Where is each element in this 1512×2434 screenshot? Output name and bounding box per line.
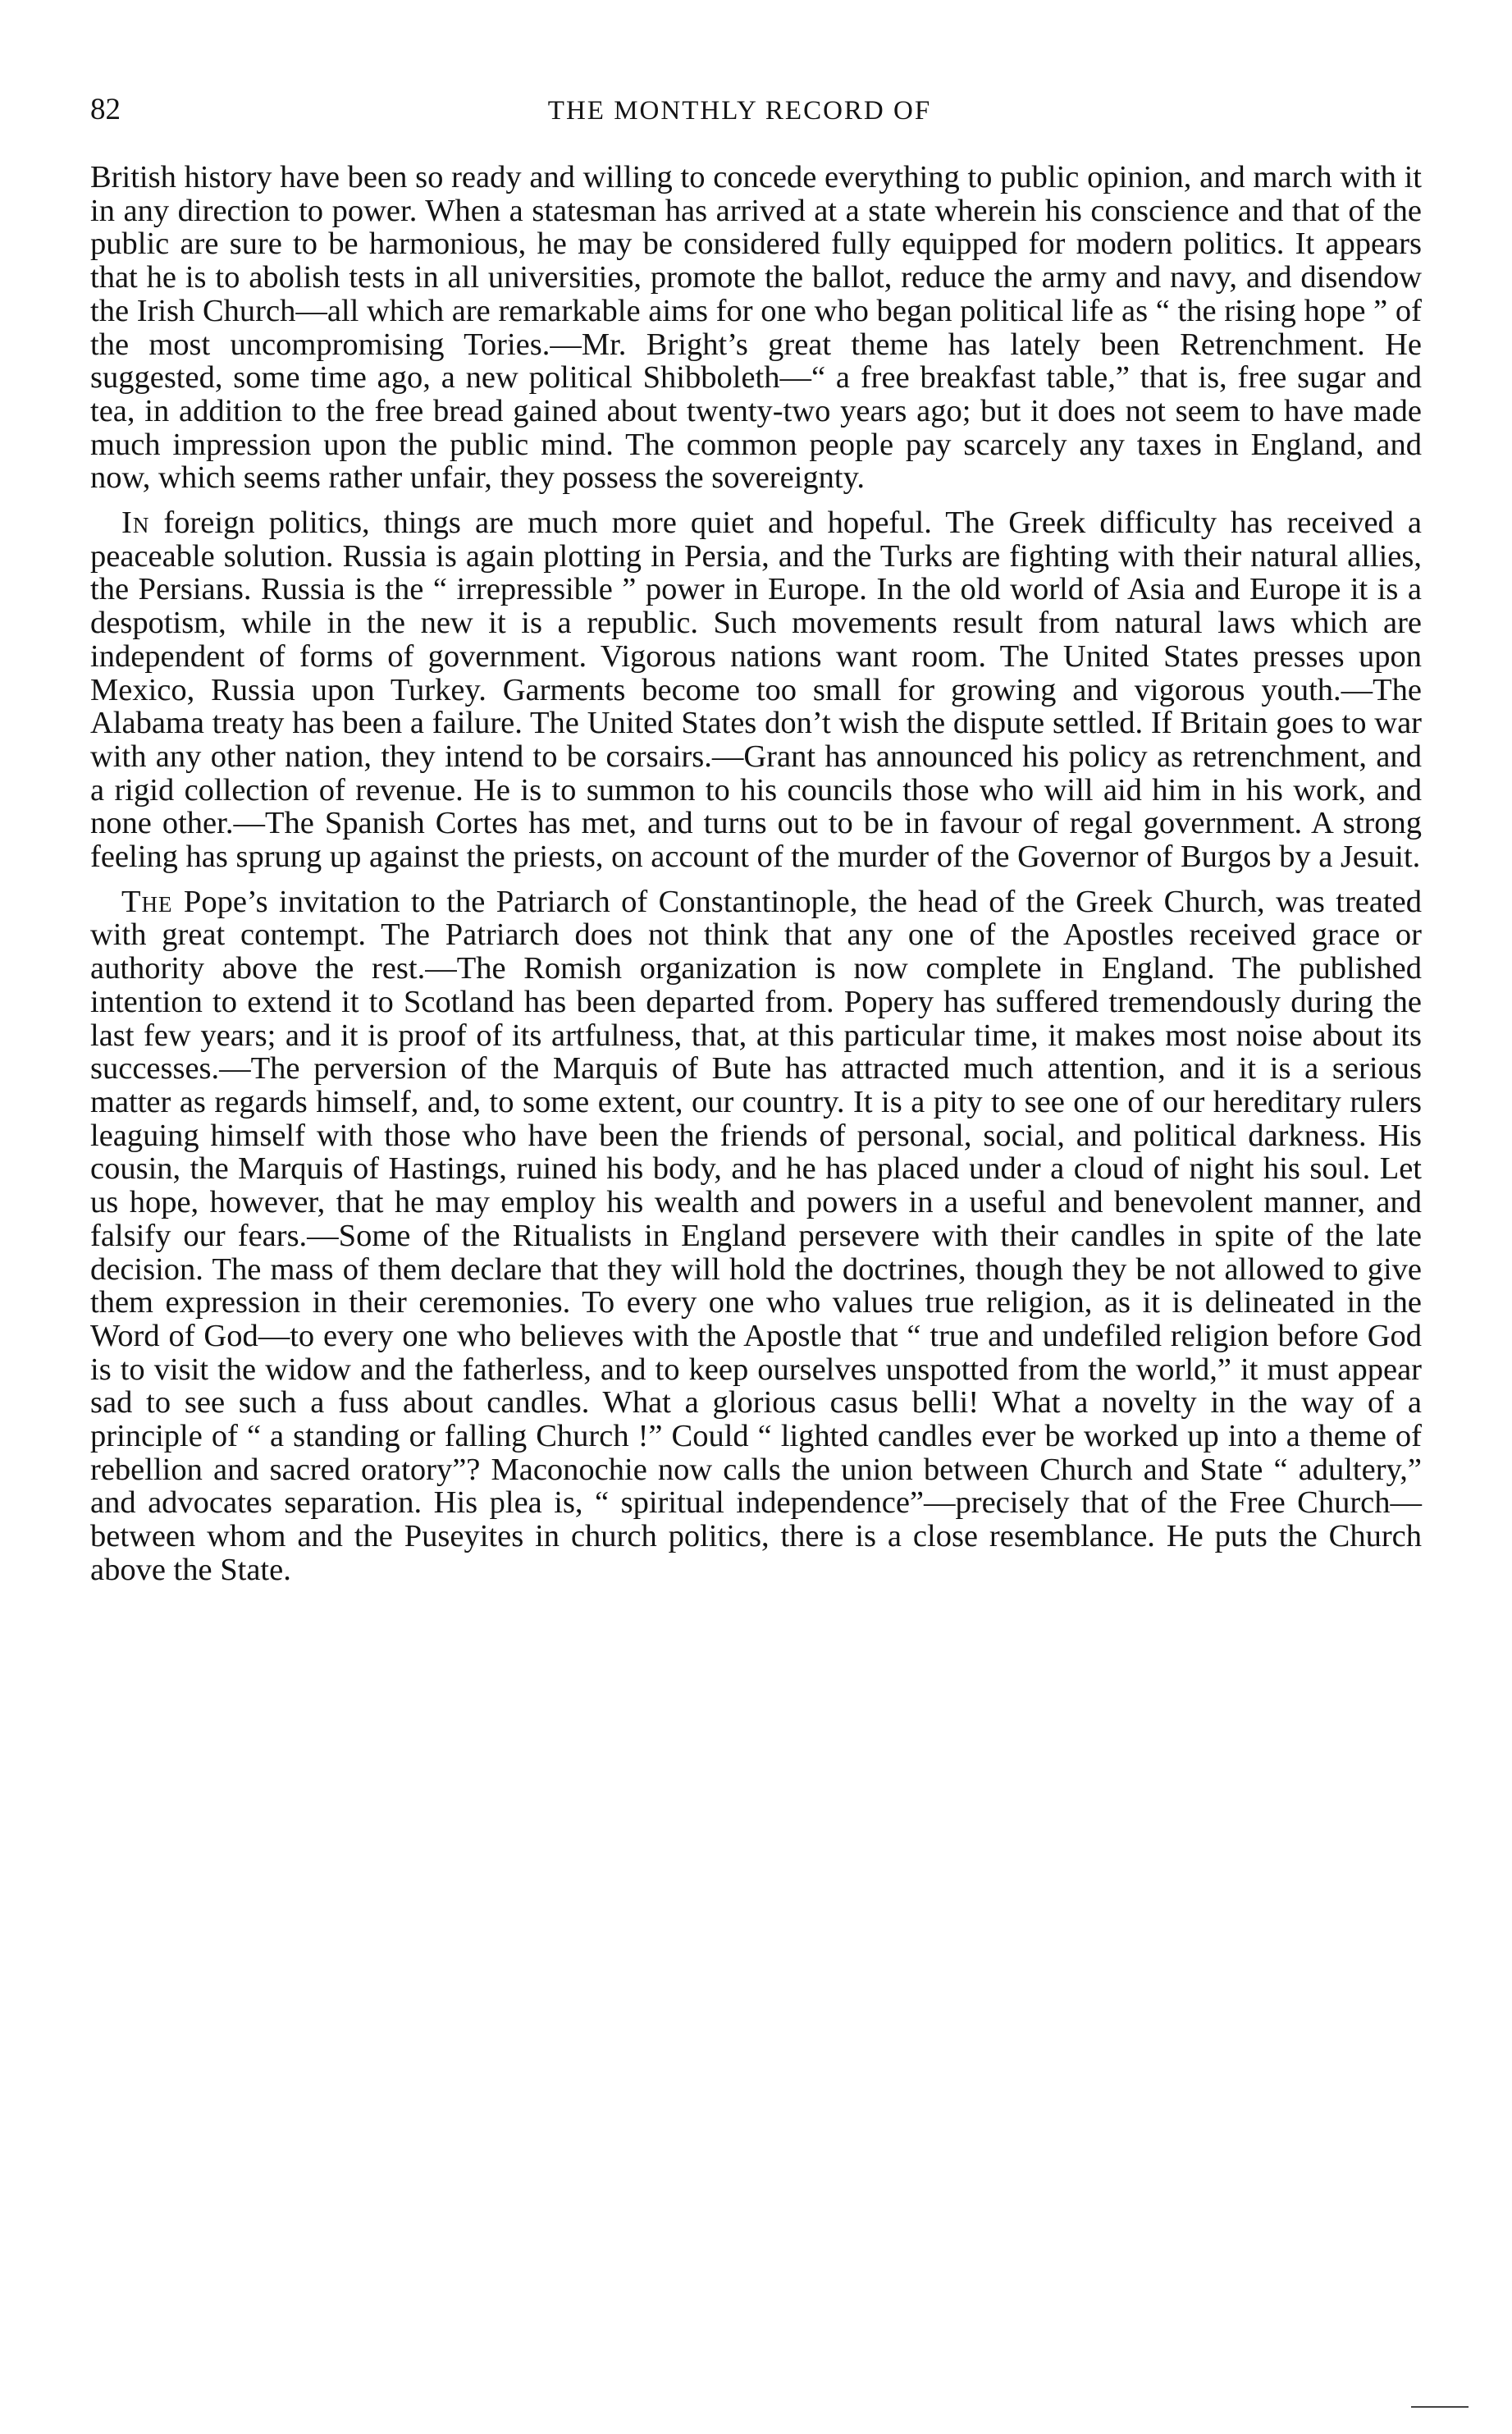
paragraph-text: British history have been so ready and willing to concede everything to public opinion, and march with it in any direction to power. When a statesman has arrived at a state wherein his conscience and that of the public are sure to be harmonious, he may be considered fully equipped for modern politics. It appears that he is to abolish tests in all universities, promote the ballot, reduce the army and navy, and disendow the Irish Church—all which are remarkable aims for one who began political life as “ the rising hope ” of the most uncompromising Tories.—Mr. Bright’s great theme has lately been Retrenchment. He suggested, some time ago, a new political Shibboleth—“ a free breakfast table,” that is, free sugar and tea, in addition to the free bread gained about twenty-two years ago; but it does not seem to have made much impression upon the public mind. The common people pay scarcely any taxes in England, and now, which seems rather unfair, they possess the sovereignty. (90, 160, 1422, 496)
article-body (90, 161, 1422, 1587)
page-number: 82 (90, 93, 121, 126)
footer-rule (1411, 2406, 1469, 2408)
page-header (90, 92, 1422, 133)
paragraph (90, 506, 1422, 874)
running-head: THE MONTHLY RECORD OF (547, 96, 932, 126)
paragraph-text: Pope’s invitation to the Patriarch of Constantinople, the head of the Greek Church, was treated with great contempt. The Patriarch does not think that any one of the Apostles received grace or authority above the rest.—The Romish organization is now complete in England. The published intention to extend it to Scotland has been departed from. Popery has suffered tremendously during the last few years; and it is proof of its artfulness, that, at this particular time, it makes most noise about its successes.—The perversion of the Marquis of Bute has attracted much attention, and it is a serious matter as regards himself, and, to some extent, our country. It is a pity to see one of our hereditary rulers leaguing himself with those who have been the friends of personal, social, and political darkness. His cousin, the Marquis of Hastings, ruined his body, and he has placed under a cloud of night his soul. Let us hope, however, that he may employ his wealth and powers in a useful and benevolent manner, and falsify our fears.—Some of the Ritualists in England persevere with their candles in spite of the late decision. The mass of them declare that they will hold the doctrines, though they be not allowed to give them expression in their ceremonies. To every one who values true religion, as it is delineated in the Word of God—to every one who believes with the Apostle that “ true and undefiled religion before God is to visit the widow and the fatherless, and to keep ourselves unspotted from the world,” it must appear sad to see such a fuss about candles. What a glorious casus belli! What a novelty in the way of a principle of “ a standing or falling Church !” Could “ lighted candles ever be worked up into a theme of rebellion and sacred oratory”? Maconochie now calls the union between Church and State “ adultery,” and advocates separation. His plea is, “ spiritual independence”—precisely that of the Free Church—between whom and the Puseyites in church politics, there is a close resemblance. He puts the Church above the State. (90, 884, 1422, 1587)
paragraph (90, 161, 1422, 495)
paragraph-lead: In (121, 506, 150, 541)
paragraph-text: foreign politics, things are much more quiet and hopeful. The Greek difficulty has received a peaceable solution. Russia is again plotting in Persia, and the Turks are fighting with their natural allies, the Persians. Russia is the “ irrepressible ” power in Europe. In the old world of Asia and Europe it is a despotism, while in the new it is a republic. Such movements result from natural laws which are independent of forms of government. Vigorous nations want room. The United States presses upon Mexico, Russia upon Turkey. Garments become too small for growing and vigorous youth.—The Alabama treaty has been a failure. The United States don’t wish the dispute settled. If Britain goes to war with any other nation, they intend to be corsairs.—Grant has announced his policy as retrenchment, and a rigid collection of revenue. He is to summon to his councils those who will aid him in his work, and none other.—The Spanish Cortes has met, and turns out to be in favour of regal government. A strong feeling has sprung up against the priests, on account of the murder of the Governor of Burgos by a Jesuit. (90, 506, 1422, 875)
paragraph-lead: The (121, 884, 173, 919)
paragraph (90, 885, 1422, 1587)
